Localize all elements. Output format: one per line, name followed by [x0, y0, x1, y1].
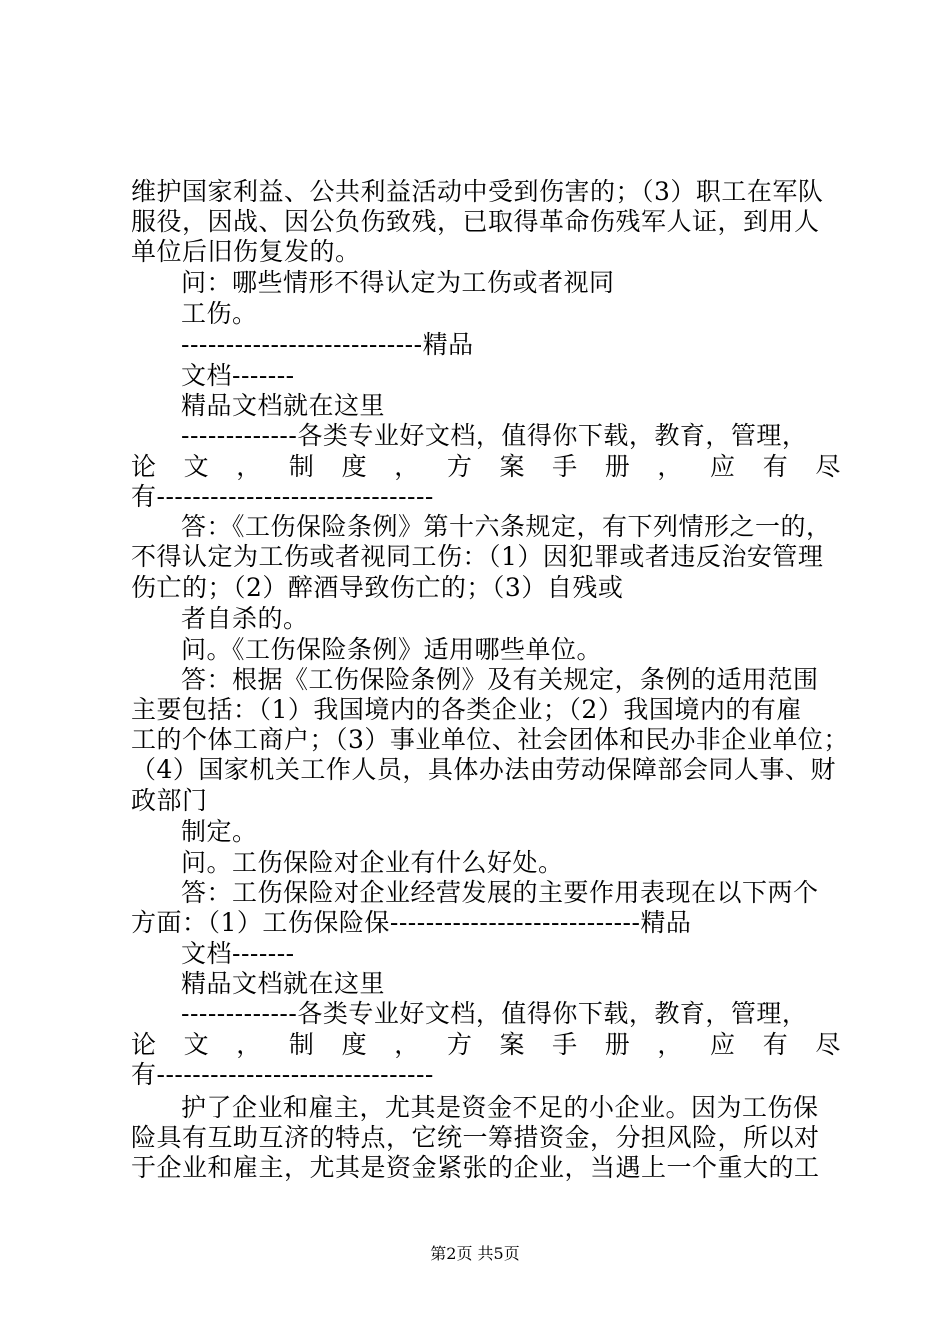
ad-line: 精品文档就在这里 [181, 391, 386, 420]
text-line: 伤亡的；（2）醉酒导致伤亡的；（3）自残或 [131, 573, 624, 602]
spread-char: 制 [288, 452, 315, 481]
spread-char: 方 [446, 1030, 473, 1059]
spread-char: ， [236, 452, 262, 481]
text-line: 于企业和雇主，尤其是资金紧张的企业，当遇上一个重大的工 [131, 1153, 820, 1182]
question-line: 问。《工伤保险条例》适用哪些单位。 [181, 635, 603, 664]
spread-char: 有 [762, 1030, 789, 1059]
text-line: 险具有互助互济的特点，它统一筹措资金，分担风险，所以对 [131, 1123, 820, 1152]
spread-char: ， [394, 452, 420, 481]
page-footer: 第2页 共5页 [430, 1244, 520, 1263]
text-line: 主要包括：（1）我国境内的各类企业；（2）我国境内的有雇 [131, 695, 802, 724]
answer-line: 答：工伤保险对企业经营发展的主要作用表现在以下两个 [181, 878, 819, 907]
ad-line: 精品文档就在这里 [181, 969, 386, 998]
separator-line: 文档------- [181, 361, 295, 390]
spread-char: 论 [131, 1030, 157, 1059]
spread-char: ， [657, 1030, 683, 1059]
spread-char: 册 [604, 452, 631, 481]
spread-char: 应 [710, 1030, 736, 1059]
spread-char: 手 [552, 1030, 578, 1059]
question-line: 问：哪些情形不得认定为工伤或者视同 [181, 268, 615, 297]
spread-char: ， [236, 1030, 262, 1059]
spread-char: 文 [183, 452, 210, 481]
ad-spread-line [131, 452, 841, 482]
text-line: 单位后旧伤复发的。 [131, 237, 361, 266]
text-line: 方面：（1）工伤保险保----------------------------精品 [131, 908, 692, 937]
text-line: 者自杀的。 [181, 604, 309, 633]
text-line: 制定。 [181, 817, 258, 846]
spread-char: 手 [552, 452, 578, 481]
spread-char: 度 [341, 1030, 368, 1059]
separator-line: 有------------------------------- [131, 482, 434, 511]
answer-line: 答：根据《工伤保险条例》及有关规定，条例的适用范围 [181, 665, 819, 694]
ad-line: -------------各类专业好文档，值得你下载，教育，管理， [181, 999, 808, 1028]
spread-char: 制 [288, 1030, 315, 1059]
spread-char: 有 [762, 452, 789, 481]
spread-char: 论 [131, 452, 157, 481]
spread-char: ， [657, 452, 683, 481]
spread-char: 度 [341, 452, 368, 481]
spread-char: 文 [183, 1030, 210, 1059]
spread-char: 案 [499, 1030, 525, 1059]
spread-char: 册 [604, 1030, 631, 1059]
spread-char: 尽 [815, 452, 841, 481]
text-line: 政部门 [131, 786, 208, 815]
spread-char: ， [394, 1030, 420, 1059]
text-line: （4）国家机关工作人员，具体办法由劳动保障部会同人事、财 [131, 755, 836, 784]
spread-char: 应 [710, 452, 736, 481]
ad-spread-line [131, 1030, 841, 1060]
separator-line: 有------------------------------- [131, 1060, 434, 1089]
ad-line: -------------各类专业好文档，值得你下载，教育，管理， [181, 421, 808, 450]
spread-char: 案 [499, 452, 525, 481]
text-line: 不得认定为工伤或者视同工伤：（1）因犯罪或者违反治安管理 [131, 542, 824, 571]
spread-char: 方 [446, 452, 473, 481]
question-line: 问。工伤保险对企业有什么好处。 [181, 848, 564, 877]
answer-line: 答：《工伤保险条例》第十六条规定，有下列情形之一的， [181, 512, 832, 541]
text-line: 服役，因战、因公负伤致残，已取得革命伤残军人证，到用人 [131, 207, 820, 236]
text-line: 维护国家利益、公共利益活动中受到伤害的；（3）职工在军队 [131, 177, 824, 206]
text-line: 工伤。 [181, 299, 258, 328]
spread-char: 尽 [815, 1030, 841, 1059]
text-line: 工的个体工商户；（3）事业单位、社会团体和民办非企业单位； [131, 725, 849, 754]
separator-line: 文档------- [181, 939, 295, 968]
separator-line: ---------------------------精品 [181, 330, 474, 359]
text-line: 护了企业和雇主，尤其是资金不足的小企业。因为工伤保 [181, 1093, 819, 1122]
